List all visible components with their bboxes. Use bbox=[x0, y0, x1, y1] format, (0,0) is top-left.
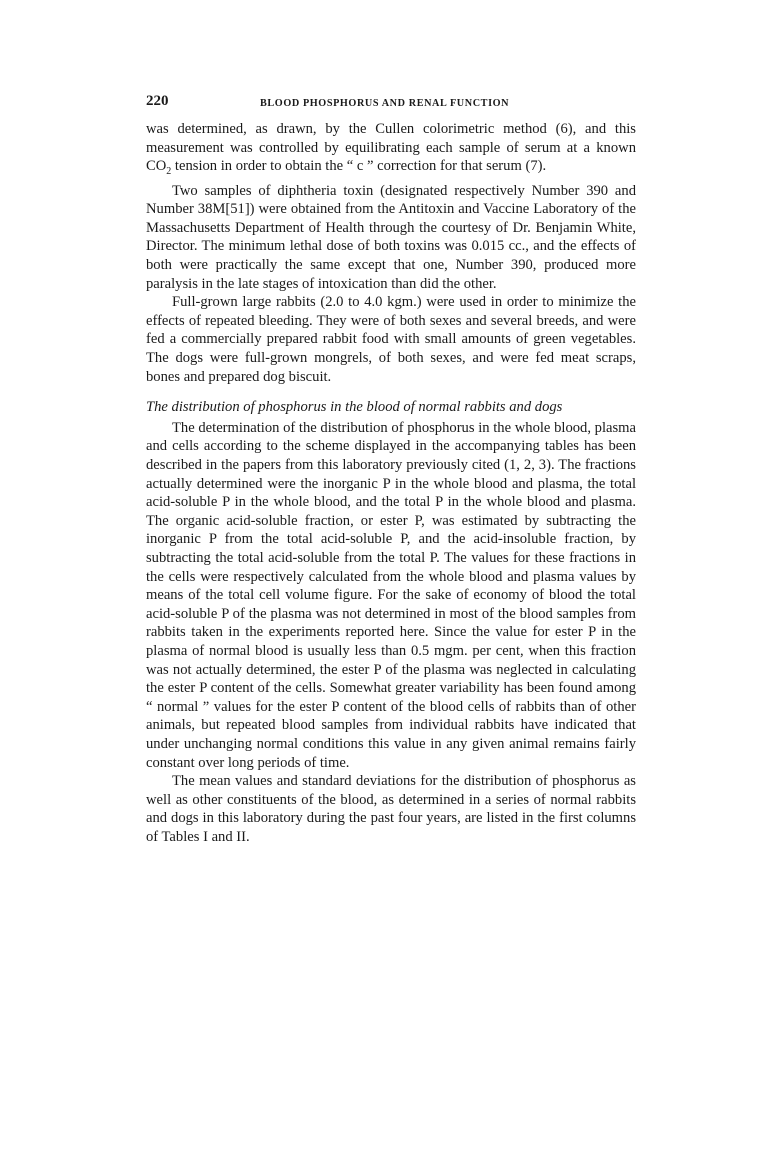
paragraph-method-text: was determined, as drawn, by the Cullen colorimetric method (6), and this measurement was controlled by equilibrating each sample of serum at a known CO bbox=[146, 121, 636, 175]
subscript-2: 2 bbox=[166, 166, 172, 178]
paragraph-method-tail: tension in order to obtain the “ c ” correction for that serum (7). bbox=[171, 158, 547, 175]
section-heading: The distribution of phosphorus in the blood of normal rabbits and dogs bbox=[146, 399, 563, 416]
paragraph-distribution: The determination of the distribution of phosphorus in the whole blood, plasma and cells according to the scheme displayed in the accompanying tables has been described in the papers from this laboratory previously cited (1, 2, 3). The fractions actually determined were the inorganic P in the whole blood and plasma, the total acid-soluble P in the whole blood, and the total P in the whole blood and plasma. The organic acid-soluble fraction, or ester P, was estimated by subtracting the inorganic P from the total acid-soluble P, and the acid-insoluble fraction, by subtracting the total acid-soluble from the total P. The values for these fractions in the cells were respectively calculated from the whole blood and plasma values by means of the total cell volume figure. For the sake of economy of blood the total acid-soluble P of the plasma was not determined in most of the blood samples from rabbits taken in the experiments reported here. Since the value for ester P in the plasma of normal blood is usually less than 0.5 mgm. per cent, when this fraction was not actually determined, the ester P of the plasma was neglected in calculating the ester P content of the cells. Somewhat greater variability has been found among “ normal ” values for the ester P content of the blood cells of rabbits than of other animals, but repeated blood samples from individual rabbits have indicated that under unchanging normal conditions this value in any given animal remains fairly constant over long periods of time. bbox=[146, 419, 636, 771]
paragraph-toxin: Two samples of diphtheria toxin (designated respectively Number 390 and Number 38M[51]) were obtained from the Antitoxin and Vaccine Laboratory of the Massachusetts Department of Health through the courtesy of Dr. Benjamin White, Director. The minimum lethal dose of both toxins was 0.015 cc., and the effects of both were practically the same except that one, Number 390, produced more paralysis in the late stages of intoxication than did the other. bbox=[146, 182, 636, 292]
document-page bbox=[146, 92, 636, 846]
page-number: 220 bbox=[146, 93, 169, 109]
running-head: BLOOD PHOSPHORUS AND RENAL FUNCTION bbox=[260, 98, 510, 109]
paragraph-method bbox=[146, 120, 636, 182]
page-header bbox=[146, 92, 636, 118]
paragraph-mean-values: The mean values and standard deviations for the distribution of phosphorus as well as other constituents of the blood, as determined in a series of normal rabbits and dogs in this laboratory during the past four years, are listed in the first columns of Tables I and II. bbox=[146, 773, 636, 845]
paragraph-animals: Full-grown large rabbits (2.0 to 4.0 kgm.) were used in order to minimize the effects of repeated bleeding. They were of both sexes and several breeds, and were fed a commercially prepared rabbit food with small amounts of green vegetables. The dogs were full-grown mongrels, of both sexes, and were fed meat scraps, bones and prepared dog biscuit. bbox=[146, 294, 636, 385]
